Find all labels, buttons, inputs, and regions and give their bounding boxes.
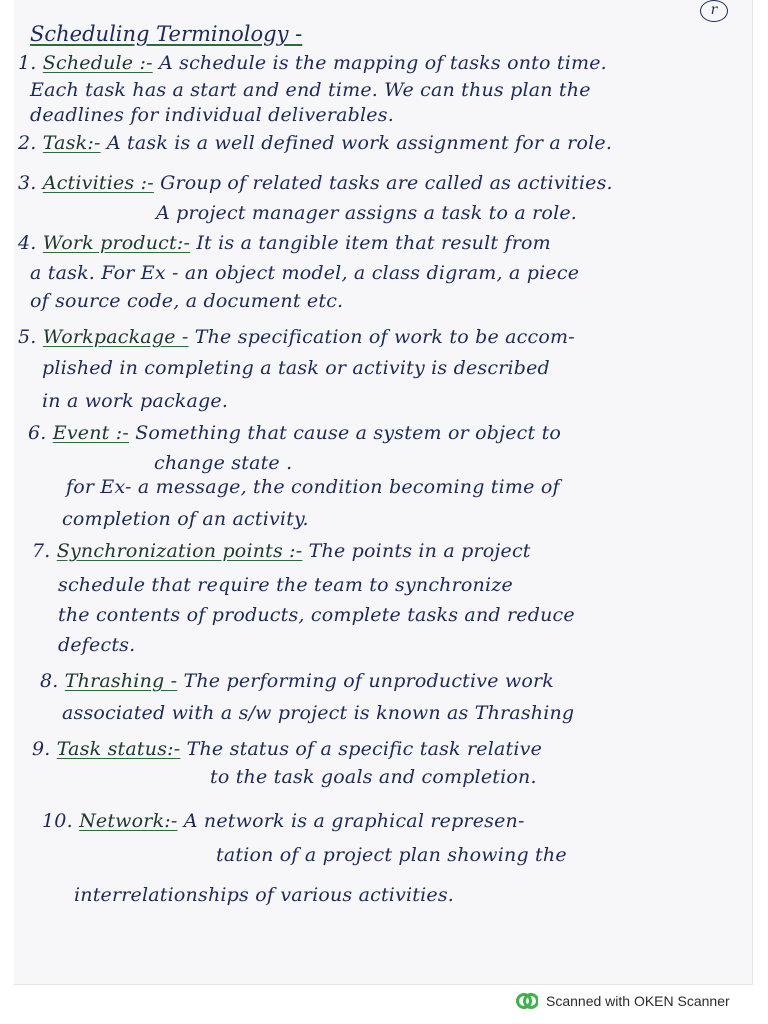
entry-5-line-3: in a work package. xyxy=(42,390,229,412)
entry-7-line-3: the contents of products, complete tasks and reduce xyxy=(58,604,575,626)
entry-number: 6. xyxy=(28,422,47,444)
term-thrashing: Thrashing - xyxy=(64,670,178,692)
entry-number: 7. xyxy=(32,540,51,562)
entry-4-line-1 xyxy=(18,232,551,254)
entry-8-line-2: associated with a s/w project is known as Thrashing xyxy=(62,702,575,724)
entry-6-line-3: for Ex- a message, the condition becoming time of xyxy=(66,476,560,498)
entry-10-line-3: interrelationships of various activities. xyxy=(74,884,455,906)
entry-number: 9. xyxy=(32,738,51,760)
term-work-product: Work product:- xyxy=(42,232,191,254)
definition-text: Group of related tasks are called as activities. xyxy=(160,172,613,194)
entry-number: 10. xyxy=(42,810,73,832)
definition-text: The status of a specific task relative xyxy=(186,738,543,760)
definition-text: It is a tangible item that result from xyxy=(196,232,551,254)
term-activities: Activities :- xyxy=(42,172,154,194)
entry-1-line-2: Each task has a start and end time. We can thus plan the xyxy=(30,79,591,101)
entry-10-line-2: tation of a project plan showing the xyxy=(216,844,567,866)
scanner-watermark xyxy=(516,990,730,1012)
entry-7-line-4: defects. xyxy=(58,634,136,656)
entry-5-line-1 xyxy=(18,326,575,348)
definition-text: A task is a well defined work assignment for a role. xyxy=(106,132,613,154)
definition-text: The specification of work to be accom- xyxy=(194,326,575,348)
term-task: Task:- xyxy=(42,132,101,154)
entry-3-line-1 xyxy=(18,172,613,194)
entry-9-line-2: to the task goals and completion. xyxy=(210,766,537,788)
definition-text: A network is a graphical represen- xyxy=(183,810,525,832)
definition-text: A schedule is the mapping of tasks onto time. xyxy=(158,52,607,74)
entry-6-line-4: completion of an activity. xyxy=(62,508,309,530)
entry-6-line-1 xyxy=(28,422,561,444)
term-network: Network:- xyxy=(79,810,178,832)
page-title: Scheduling Terminology - xyxy=(30,22,303,46)
term-task-status: Task status:- xyxy=(56,738,181,760)
entry-6-line-2: change state . xyxy=(154,452,293,474)
entry-3-line-2: A project manager assigns a task to a role. xyxy=(156,202,578,224)
entry-4-line-2: a task. For Ex - an object model, a class digram, a piece xyxy=(30,262,580,284)
oken-scanner-logo-icon xyxy=(516,991,538,1011)
entry-4-line-3: of source code, a document etc. xyxy=(30,290,344,312)
entry-number: 4. xyxy=(18,232,37,254)
entry-7-line-2: schedule that require the team to synchronize xyxy=(58,574,513,596)
entry-5-line-2: plished in completing a task or activity is described xyxy=(42,357,550,379)
entry-10-line-1 xyxy=(42,810,525,832)
entry-8-line-1 xyxy=(40,670,554,692)
entry-number: 1. xyxy=(18,52,37,74)
term-synchronization-points: Synchronization points :- xyxy=(56,540,303,562)
entry-7-line-1 xyxy=(32,540,531,562)
scanner-watermark-text: Scanned with OKEN Scanner xyxy=(546,993,730,1009)
entry-number: 3. xyxy=(18,172,37,194)
entry-number: 2. xyxy=(18,132,37,154)
entry-number: 5. xyxy=(18,326,37,348)
entry-1-line-3: deadlines for individual deliverables. xyxy=(30,104,394,126)
entry-2-line-1 xyxy=(18,132,612,154)
entry-9-line-1 xyxy=(32,738,542,760)
entry-1-line-1 xyxy=(18,52,607,74)
notebook-page xyxy=(14,0,753,985)
definition-text: The performing of unproductive work xyxy=(183,670,554,692)
term-event: Event :- xyxy=(52,422,129,444)
term-workpackage: Workpackage - xyxy=(42,326,189,348)
entry-number: 8. xyxy=(40,670,59,692)
page-number-mark: r xyxy=(700,0,728,22)
term-schedule: Schedule :- xyxy=(42,52,153,74)
definition-text: Something that cause a system or object to xyxy=(135,422,562,444)
definition-text: The points in a project xyxy=(308,540,531,562)
